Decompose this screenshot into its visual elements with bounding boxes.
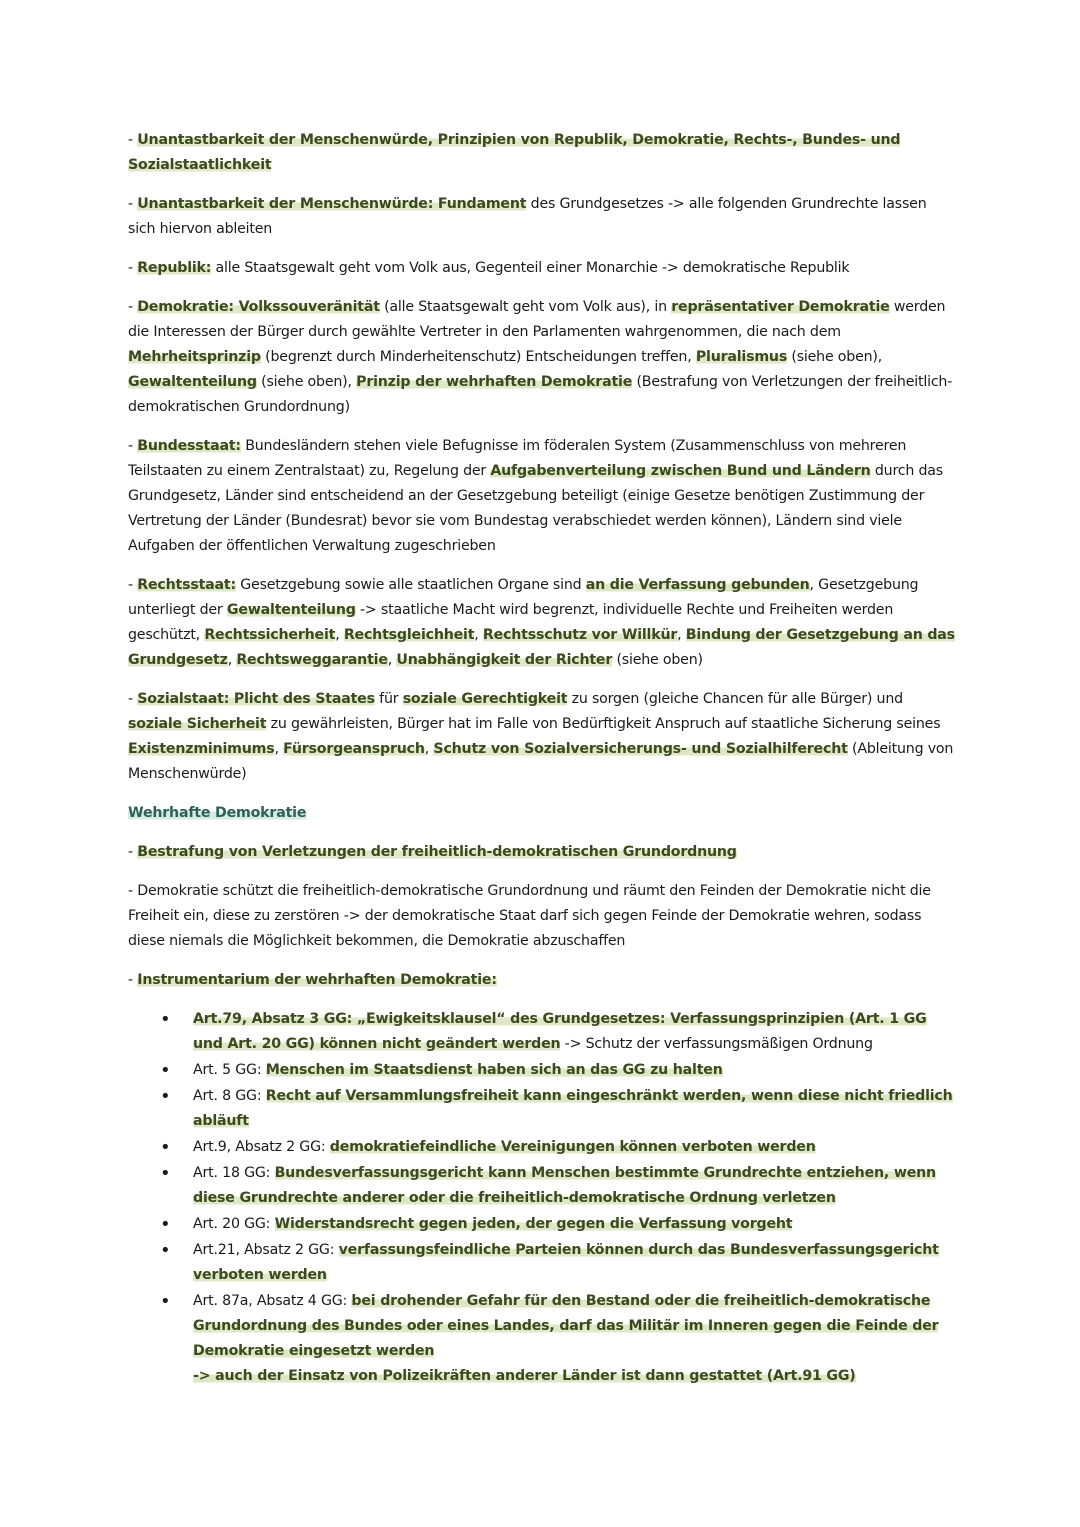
text: Gesetzgebung sowie alle staatlichen Organe sind [235,577,586,593]
highlighted-text: bei drohender Gefahr für den Bestand oder die freiheitlich-demokratische Grundordnung des Bundes oder eines Landes, darf das Militär im Inneren gegen die Feinde der Demokratie eingesetzt werden [193,1293,939,1359]
highlighted-text: Rechtsweggarantie [236,652,388,668]
text: (siehe oben), [256,374,357,390]
highlighted-text: Bindung der Gesetzgebung an das Grundgesetz [128,627,955,668]
text: - [128,844,138,860]
list-item [160,1084,958,1134]
highlighted-text: soziale Sicherheit [128,716,267,732]
text: (siehe oben) [612,652,703,668]
highlighted-text: Rechtsschutz vor Willkür [482,627,678,643]
text: , Gesetzgebung unterliegt der [128,577,919,618]
list-item [160,1161,958,1211]
text: (Ableitung von Menschenwürde) [128,741,954,782]
text: - [128,972,138,988]
paragraph [128,192,958,242]
highlighted-text: verfassungsfeindliche Parteien können durch das Bundesverfassungsgericht verboten werden [193,1242,939,1283]
highlighted-text: Bundesstaat: [137,438,241,454]
text: - [128,438,138,454]
list-item [160,1238,958,1288]
text: werden die Interessen der Bürger durch gewählte Vertreter in den Parlamenten wahrgenommen, die nach dem [128,299,946,340]
highlighted-text: Instrumentarium der wehrhaften Demokratie: [137,972,497,988]
highlighted-text: Mehrheitsprinzip [128,349,261,365]
instrument-list [128,1007,958,1389]
text: - [128,691,138,707]
text: , [424,741,434,757]
text: - [128,299,138,315]
highlighted-text: Sozialstaat: Plicht des Staates [137,691,375,707]
highlighted-text: Aufgabenverteilung zwischen Bund und Ländern [490,463,871,479]
highlighted-text: repräsentativer Demokratie [671,299,890,315]
bullet-icon: • [160,1086,171,1107]
text: , [274,741,284,757]
highlighted-text: Fürsorgeanspruch [283,741,425,757]
highlighted-text: Unantastbarkeit der Menschenwürde: Fundament [137,196,527,212]
text: , [335,627,344,643]
paragraph [128,840,958,865]
text: -> staatliche Macht wird begrenzt, individuelle Rechte und Freiheiten werden geschützt, [128,602,894,643]
list-item [160,1007,958,1057]
highlighted-text: Unantastbarkeit der Menschenwürde, Prinzipien von Republik, Demokratie, Rechts-, Bundes- und Sozialstaatlichkeit [128,132,901,173]
text: , [227,652,237,668]
text: - [128,577,138,593]
text: Art. 20 GG: [193,1216,275,1232]
text: Art. 8 GG: [193,1088,266,1104]
bullet-icon: • [160,1137,171,1158]
highlighted-text: Existenzminimums [128,741,275,757]
text: , [387,652,397,668]
list-item [160,1135,958,1160]
highlighted-text: an die Verfassung gebunden [585,577,810,593]
highlighted-text: Recht auf Versammlungsfreiheit kann eingeschränkt werden, wenn diese nicht friedlich abläuft [193,1088,953,1129]
text: - [128,196,138,212]
paragraph [128,128,958,178]
text: - [128,260,138,276]
highlighted-text: Widerstandsrecht gegen jeden, der gegen die Verfassung vorgeht [274,1216,793,1232]
highlighted-text: Demokratie: Volkssouveränität [137,299,380,315]
text: , [474,627,483,643]
list-item [160,1289,958,1389]
text: (alle Staatsgewalt geht vom Volk aus), in [379,299,672,315]
highlighted-text: Bestrafung von Verletzungen der freiheitlich-demokratischen Grundordnung [137,844,737,860]
paragraph [128,968,958,993]
highlighted-text: Rechtsgleichheit [343,627,475,643]
highlighted-text: Pluralismus [695,349,788,365]
bullet-icon: • [160,1009,171,1030]
paragraphs [128,128,958,993]
paragraph [128,573,958,673]
paragraph [128,295,958,420]
bullet-icon: • [160,1214,171,1235]
highlighted-text: demokratiefeindliche Vereinigungen können verboten werden [329,1139,816,1155]
highlighted-text: Rechtsstaat: [137,577,236,593]
bullet-icon: • [160,1240,171,1261]
text: Art.21, Absatz 2 GG: [193,1242,339,1258]
text: (siehe oben), [787,349,883,365]
section-heading: Wehrhafte Demokratie [128,805,307,821]
highlighted-text: Menschen im Staatsdienst haben sich an das GG zu halten [265,1062,723,1078]
highlighted-text: Bundesverfassungsgericht kann Menschen bestimmte Grundrechte entziehen, wenn diese Grundrechte anderer oder die freiheitlich-demokratische Ordnung verletzen [193,1165,936,1206]
highlighted-text: Unabhängigkeit der Richter [396,652,613,668]
highlighted-text: -> [193,1368,216,1384]
highlighted-text: Schutz von Sozialversicherungs- und Sozialhilferecht [433,741,848,757]
text: -> Schutz der verfassungsmäßigen Ordnung [560,1036,873,1052]
paragraph [128,434,958,559]
highlighted-text: soziale Gerechtigkeit [402,691,568,707]
list-item [160,1212,958,1237]
bullet-icon: • [160,1163,171,1184]
text: , [677,627,686,643]
text: (begrenzt durch Minderheitenschutz) Entscheidungen treffen, [260,349,696,365]
highlighted-text: Republik: [137,260,212,276]
paragraph [128,687,958,787]
paragraph [128,256,958,281]
paragraph [128,879,958,954]
bullet-icon: • [160,1060,171,1081]
highlighted-text: Gewaltenteilung [128,374,257,390]
text: (Bestrafung von Verletzungen der freiheitlich-demokratischen Grundordnung) [128,374,953,415]
text: durch das Grundgesetz, Länder sind entscheidend an der Gesetzgebung beteiligt (einige Gesetze benötigen Zustimmung der Vertretung der Länder (Bundesrat) bevor sie vom Bundestag verabschiedet werden können), Ländern sind viele Aufgaben der öffentlichen Verwaltung zugeschrieben [128,463,943,554]
text: - [128,132,138,148]
text: Art.9, Absatz 2 GG: [193,1139,330,1155]
highlighted-text: Prinzip der wehrhaften Demokratie [356,374,633,390]
text: zu gewährleisten, Bürger hat im Falle von Bedürftigkeit Anspruch auf staatliche Sicherung seines [266,716,941,732]
highlighted-text: Rechtssicherheit [204,627,336,643]
text: alle Staatsgewalt geht vom Volk aus, Gegenteil einer Monarchie -> demokratische Republik [211,260,850,276]
highlighted-text: Art.79, Absatz 3 GG: „Ewigkeitsklausel“ des Grundgesetzes: Verfassungsprinzipien (Art. 1 GG und Art. 20 GG) können nicht geändert werden [193,1011,927,1052]
text: Bundesländern stehen viele Befugnisse im föderalen System (Zusammenschluss von mehreren Teilstaaten zu einem Zentralstaat) zu, Regelung der [128,438,907,479]
list-item [160,1058,958,1083]
heading-paragraph [128,801,958,826]
text: - Demokratie schützt die freiheitlich-demokratische Grundordnung und räumt den Feinden der Demokratie nicht die Freiheit ein, diese zu zerstören -> der demokratische Staat darf sich gegen Feinde der Demokratie wehren, sodass diese niemals die Möglichkeit bekommen, die Demokratie abzuschaffen [128,883,931,949]
text: des Grundgesetzes -> alle folgenden Grundrechte lassen sich hiervon ableiten [128,196,927,237]
highlighted-text: Gewaltenteilung [226,602,356,618]
text: für [374,691,403,707]
text: zu sorgen (gleiche Chancen für alle Bürger) und [567,691,903,707]
text: Art. 18 GG: [193,1165,275,1181]
highlighted-text: auch der Einsatz von Polizeikräften anderer Länder ist dann gestattet (Art.91 GG) [215,1368,856,1384]
text: Art. 5 GG: [193,1062,266,1078]
text: Art. 87a, Absatz 4 GG: [193,1293,352,1309]
document-body [128,128,958,1390]
bullet-icon: • [160,1291,171,1312]
